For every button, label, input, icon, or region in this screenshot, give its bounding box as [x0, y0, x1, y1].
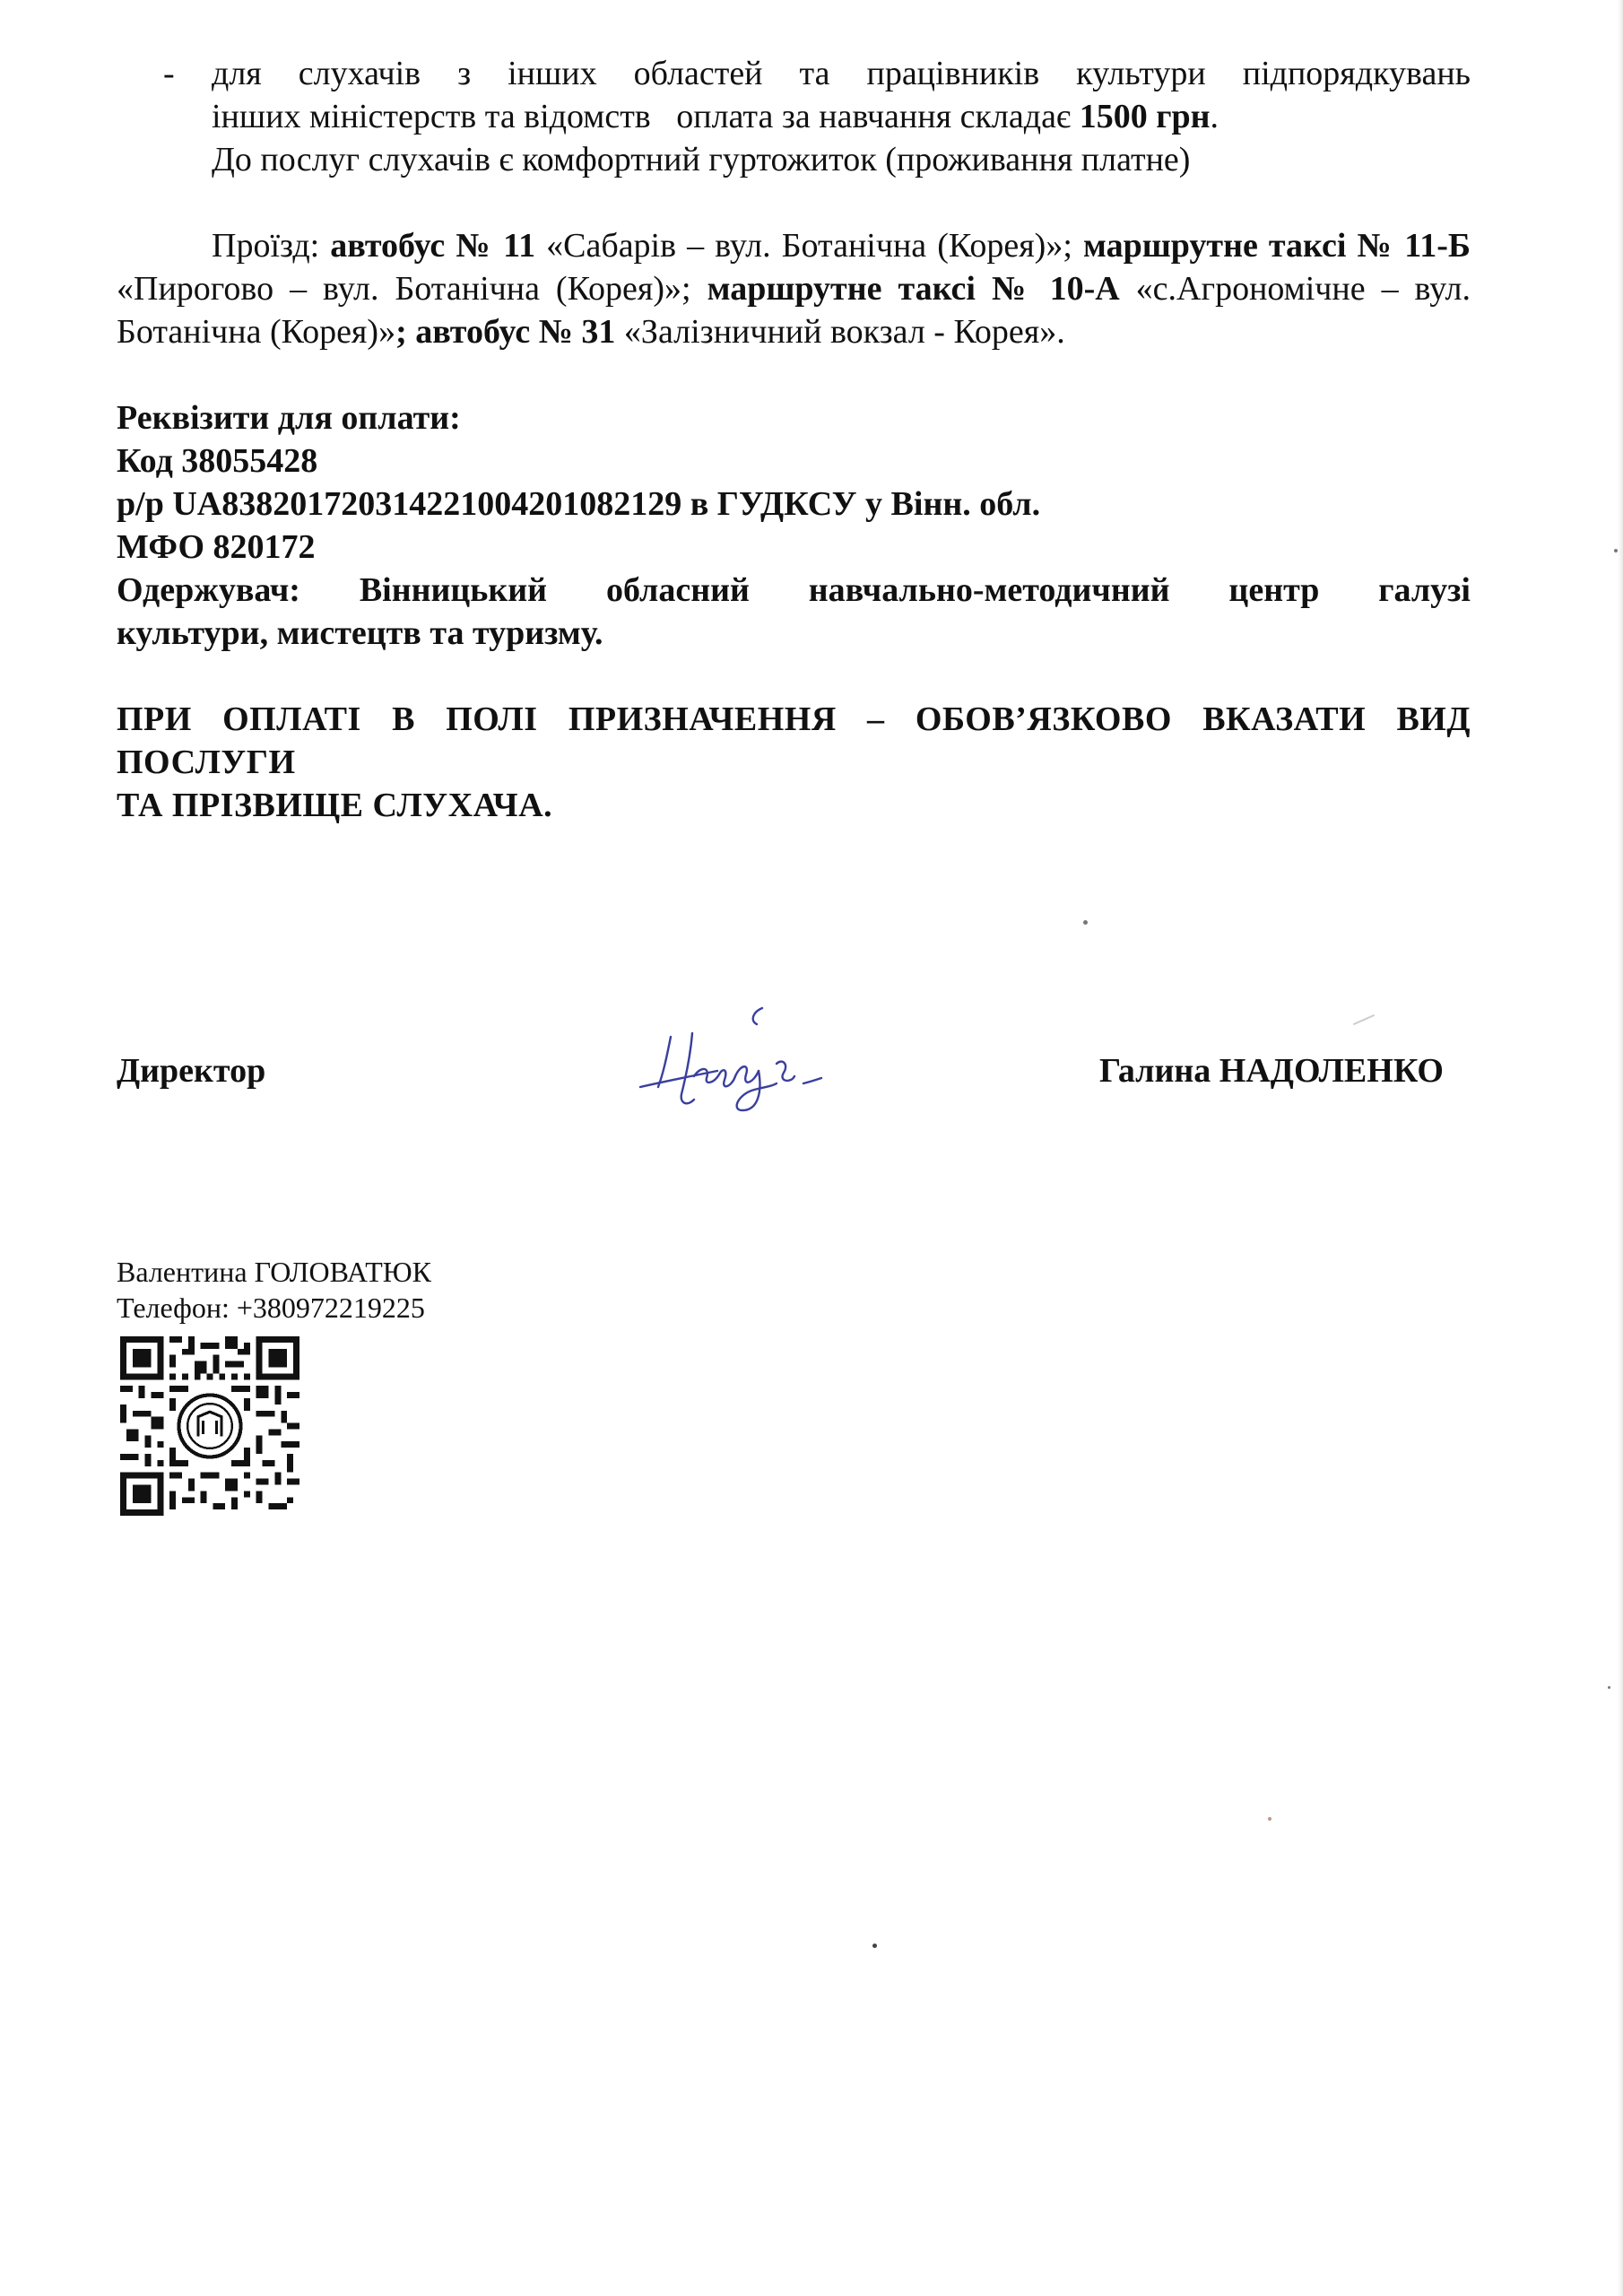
transport-paragraph: [117, 224, 1471, 353]
signatory-position: Директор: [117, 1052, 266, 1090]
bus-11-label: автобус № 11: [330, 227, 536, 265]
contact-info: [117, 1254, 431, 1326]
requisites-recipient-line-2: культури, мистецтв та туризму.: [117, 614, 603, 652]
transport-intro: Проїзд:: [212, 227, 331, 265]
scan-speck: [1614, 549, 1618, 552]
bus-31-label: автобус № 31: [415, 313, 616, 351]
requisites-code: Код 38055428: [117, 442, 318, 480]
payment-notice-line-2: ТА ПРІЗВИЩЕ СЛУХАЧА.: [117, 787, 553, 824]
scan-speck: [872, 1944, 877, 1948]
page-edge-shadow: [1618, 0, 1623, 2296]
dormitory-line: До послуг слухачів є комфортний гуртожиток (проживання платне): [212, 141, 1191, 178]
requisites-heading: Реквізити для оплати:: [117, 399, 461, 437]
bullet-line-2: [212, 95, 1471, 138]
requisites-mfo: МФО 820172: [117, 528, 316, 566]
requisites-recipient-line-1: Одержувач: Вінницький обласний навчально-методичний центр галузі: [117, 571, 1471, 609]
document-body: [117, 52, 1471, 827]
contact-phone: Телефон: +380972219225: [117, 1292, 425, 1324]
bullet-item-other-regions: [117, 52, 1471, 181]
bullet-line-2-text: інших міністерств та відомств оплата за навчання складає: [212, 98, 1080, 135]
scan-speck: [1083, 920, 1088, 925]
contact-person: Валентина ГОЛОВАТЮК: [117, 1256, 431, 1288]
bus-11-route: «Сабарів – вул. Ботанічна (Корея)»;: [535, 227, 1083, 265]
requisites-account: р/р UA838201720314221004201082129 в ГУДКСУ у Вінн. обл.: [117, 485, 1041, 523]
scan-speck: [1608, 1686, 1610, 1689]
taxi-10a-route: «с.Агрономічне – вул. Ботанічна (Корея)»: [117, 270, 1471, 351]
payment-requisites: [117, 396, 1471, 655]
signature-block: [117, 1051, 1444, 1114]
taxi-10a-label: маршрутне таксі № 10-А: [707, 270, 1120, 308]
payment-notice: [117, 698, 1471, 827]
signatory-name: Галина НАДОЛЕНКО: [1099, 1052, 1444, 1090]
price-value: 1500 грн: [1079, 98, 1211, 135]
scan-speck: [1353, 1014, 1376, 1025]
payment-notice-line-1: ПРИ ОПЛАТІ В ПОЛІ ПРИЗНАЧЕННЯ – ОБОВ’ЯЗКОВО ВКАЗАТИ ВИД ПОСЛУГИ: [117, 700, 1471, 781]
qr-code-icon: [120, 1336, 299, 1516]
bus-31-route: «Залізничний вокзал - Корея».: [615, 313, 1065, 351]
bullet-line-1: для слухачів з інших областей та працівників культури підпорядкувань: [212, 55, 1471, 92]
bullet-dash: -: [163, 55, 175, 92]
handwritten-signature: [628, 1001, 843, 1118]
route-separator: ;: [395, 313, 416, 351]
taxi-11b-label: маршрутне таксі № 11-Б: [1082, 227, 1471, 265]
taxi-11b-route: «Пирогово – вул. Ботанічна (Корея)»;: [117, 270, 707, 308]
scan-speck: [1268, 1817, 1271, 1821]
bullet-line-2-end: .: [1210, 98, 1219, 135]
